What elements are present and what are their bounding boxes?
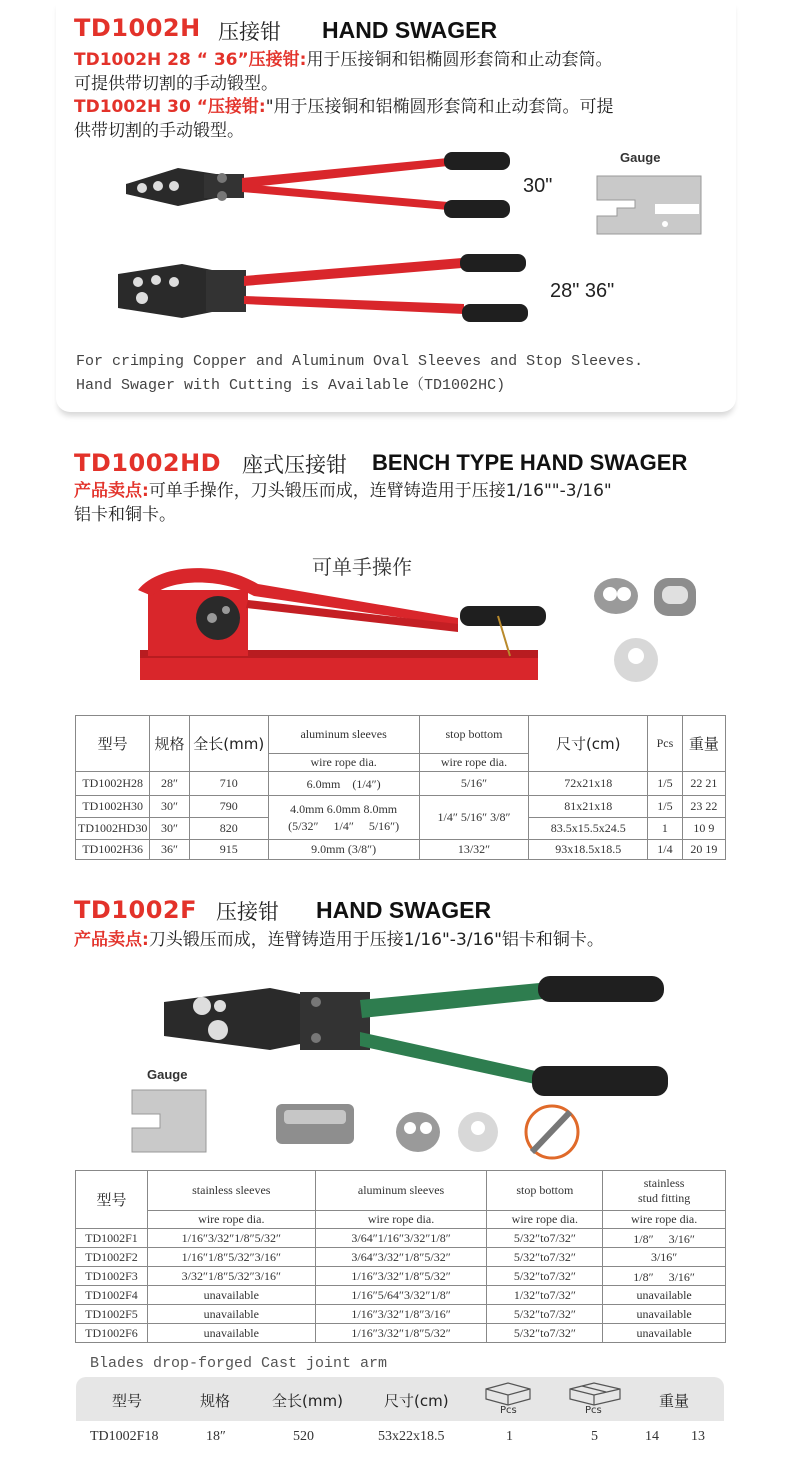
th-stop-bottom: stop bottom — [419, 716, 529, 754]
section1-gauge-label: Gauge — [620, 150, 661, 165]
section3-feature-text: 刀头锻压而成，连臂铸造用于压接1/16"-3/16"铝卡和铜卡。 — [148, 930, 604, 950]
merged-alu-line1: 4.0mm 6.0mm 8.0mm — [290, 801, 398, 816]
cell-aluminum: 3/64″3/32″1/8″5/32″ — [315, 1248, 487, 1267]
bottom-h-spec: 规格 — [200, 1392, 231, 1410]
bottom-h-size: 尺寸(cm) — [384, 1392, 449, 1410]
section3-parts-image — [270, 1098, 588, 1162]
cell-stainless: unavailable — [147, 1286, 315, 1305]
cell-stainless: 1/16″1/8″5/32″3/16″ — [147, 1248, 315, 1267]
gauge-image — [595, 174, 703, 236]
bottom-spec: 18″ — [206, 1429, 226, 1444]
table-row — [76, 1286, 726, 1305]
cell-aluminum: 1/16″3/32″1/8″5/32″ — [315, 1324, 487, 1343]
section2-name-en: BENCH TYPE HAND SWAGER — [372, 450, 688, 475]
cell-size: 83.5x15.5x24.5 — [529, 818, 648, 840]
table-row — [76, 796, 726, 818]
section2-model: TD1002HD — [74, 449, 222, 477]
cell-spec: 28″ — [150, 772, 189, 796]
cell-pcs: 1/5 — [648, 796, 683, 818]
section2-feature-red: 产品卖点: — [74, 481, 149, 501]
section1-line1-text: 用于压接铜和铝椭圆形套筒和止动套筒。 — [306, 50, 613, 70]
cell-stainless: 3/32″1/8″5/32″3/16″ — [147, 1267, 315, 1286]
sleeves-image — [590, 570, 720, 690]
th-wire-rope-dia: wire rope dia. — [147, 1211, 315, 1229]
th-wire-rope-dia: wire rope dia. — [487, 1211, 603, 1229]
th-model: 型号 — [76, 1171, 148, 1229]
section1-line4: 供带切割的手动锻型。 — [74, 121, 244, 141]
cell-model: TD1002HD30 — [76, 818, 150, 840]
cell-length: 820 — [189, 818, 268, 840]
cell-weight: 10 9 — [682, 818, 725, 840]
section1-desc2: Hand Swager with Cutting is Available（TD1002HC) — [76, 377, 506, 394]
cell-model: TD1002F2 — [76, 1248, 148, 1267]
bottom-h-weight: 重量 — [659, 1392, 690, 1410]
cell-spec: 30″ — [150, 796, 189, 818]
blades-note: Blades drop-forged Cast joint arm — [90, 1355, 388, 1372]
bottom-model: TD1002F18 — [90, 1429, 159, 1444]
box-icon — [482, 1381, 534, 1407]
bottom-pcs2: 5 — [591, 1429, 598, 1444]
section1-desc1: For crimping Copper and Aluminum Oval Sleeves and Stop Sleeves. — [76, 353, 644, 370]
size-30-label: 30" — [523, 175, 553, 197]
th-pcs: Pcs — [648, 716, 683, 772]
th-stop-bottom: stop bottom — [487, 1171, 603, 1211]
cell-stainless: unavailable — [147, 1324, 315, 1343]
table-row — [76, 1324, 726, 1343]
section1-line1 — [74, 48, 734, 72]
red-swager-28-36-image — [112, 252, 532, 334]
th-stainless-sleeves: stainless sleeves — [147, 1171, 315, 1211]
bottom-h-pcs2: Pcs — [585, 1405, 602, 1416]
section2-name-cn: 座式压接钳 — [242, 453, 347, 477]
cell-spec: 36″ — [150, 840, 189, 860]
cell-aluminum: 9.0mm (3/8″) — [268, 840, 419, 860]
cell-weight: 23 22 — [682, 796, 725, 818]
th-size: 尺寸(cm) — [529, 716, 648, 772]
bottom-weight2: 13 — [691, 1429, 705, 1444]
cell-length: 790 — [189, 796, 268, 818]
cell-aluminum: 1/16″3/32″1/8″5/32″ — [315, 1267, 487, 1286]
bottom-h-pcs1: Pcs — [500, 1405, 517, 1416]
merged-alu-line2: (5/32″ 1/4″ 5/16″) — [288, 818, 400, 833]
section3-gauge-label: Gauge — [147, 1067, 188, 1082]
cell-length: 915 — [189, 840, 268, 860]
th-wire-rope-dia: wire rope dia. — [315, 1211, 487, 1229]
cell-aluminum: 1/16″3/32″1/8″3/16″ — [315, 1305, 487, 1324]
section1-line3 — [74, 95, 734, 119]
bottom-size: 53x22x18.5 — [378, 1429, 445, 1444]
cell-stud: unavailable — [603, 1286, 726, 1305]
cell-stud: 1/8″ 3/16″ — [603, 1267, 726, 1286]
cell-stop: 5/32″to7/32″ — [487, 1248, 603, 1267]
cell-model: TD1002F1 — [76, 1229, 148, 1248]
section3-spec-table — [75, 1170, 726, 1343]
bottom-h-model: 型号 — [112, 1392, 143, 1410]
cell-stop: 5/32″to7/32″ — [487, 1305, 603, 1324]
bottom-pcs1: 1 — [506, 1429, 513, 1444]
table-row — [76, 840, 726, 860]
table-row — [76, 1267, 726, 1286]
th-stud-line2: stud fitting — [637, 1190, 691, 1205]
th-wire-rope-dia: wire rope dia. — [603, 1211, 726, 1229]
cell-stud: unavailable — [603, 1305, 726, 1324]
bottom-length: 520 — [293, 1429, 314, 1444]
cell-model: TD1002F5 — [76, 1305, 148, 1324]
cell-stud: 3/16″ — [603, 1248, 726, 1267]
section2-feature — [74, 479, 754, 503]
section1-model: TD1002H — [74, 14, 201, 42]
th-wire-rope-dia: wire rope dia. — [419, 754, 529, 772]
table-row — [76, 772, 726, 796]
th-spec: 规格 — [150, 716, 189, 772]
cell-aluminum: 3/64″1/16″3/32″1/8″ — [315, 1229, 487, 1248]
section1-line3-text: "用于压接铜和铝椭圆形套筒和止动套筒。可提 — [265, 97, 614, 117]
table-row — [76, 1305, 726, 1324]
th-aluminum-sleeves: aluminum sleeves — [315, 1171, 487, 1211]
cell-weight: 20 19 — [682, 840, 725, 860]
bottom-weight1: 14 — [645, 1429, 659, 1444]
section1-line1-red: TD1002H 28 “ 36”压接钳: — [74, 50, 307, 70]
cell-size: 81x21x18 — [529, 796, 648, 818]
cell-model: TD1002H36 — [76, 840, 150, 860]
cell-length: 710 — [189, 772, 268, 796]
cell-aluminum: 6.0mm (1/4″) — [268, 772, 419, 796]
cell-stud: 1/8″ 3/16″ — [603, 1229, 726, 1248]
th-aluminum-sleeves: aluminum sleeves — [268, 716, 419, 754]
cell-pcs: 1 — [648, 818, 683, 840]
th-wire-rope-dia: wire rope dia. — [268, 754, 419, 772]
section1-line3-red: TD1002H 30 “压接钳: — [74, 97, 266, 117]
table-row — [76, 1229, 726, 1248]
green-swager-image — [160, 976, 670, 1102]
section3-name-en: HAND SWAGER — [316, 897, 492, 923]
cell-pcs: 1/4 — [648, 840, 683, 860]
red-swager-30-image — [118, 148, 528, 228]
cell-stainless: unavailable — [147, 1305, 315, 1324]
cell-stop: 13/32″ — [419, 840, 529, 860]
th-weight: 重量 — [682, 716, 725, 772]
section2-feature-text2: 铝卡和铜卡。 — [74, 505, 176, 525]
cell-stop: 5/16″ — [419, 772, 529, 796]
cell-model: TD1002H30 — [76, 796, 150, 818]
cell-model: TD1002F4 — [76, 1286, 148, 1305]
cell-aluminum-merged — [268, 796, 419, 840]
cell-stop: 1/32″to7/32″ — [487, 1286, 603, 1305]
section1-name-cn: 压接钳 — [218, 20, 281, 44]
cell-stop: 5/32″to7/32″ — [487, 1267, 603, 1286]
cell-pcs: 1/5 — [648, 772, 683, 796]
cell-spec: 30″ — [150, 818, 189, 840]
cell-stop: 5/32″to7/32″ — [487, 1229, 603, 1248]
size-28-36-label: 28" 36" — [550, 280, 615, 302]
cell-stop-merged: 1/4″ 5/16″ 3/8″ — [419, 796, 529, 840]
section1-name-en: HAND SWAGER — [322, 17, 498, 43]
section3-model: TD1002F — [74, 896, 197, 924]
section3-name-cn: 压接钳 — [216, 900, 279, 924]
section2-feature-text: 可单手操作，刀头锻压而成，连臂铸造用于压接1/16""-3/16" — [148, 481, 612, 501]
cell-weight: 22 21 — [682, 772, 725, 796]
one-hand-label: 可单手操作 — [312, 555, 412, 579]
bottom-h-length: 全长(mm) — [272, 1392, 343, 1410]
cell-model: TD1002H28 — [76, 772, 150, 796]
carton-icon — [566, 1381, 624, 1407]
th-stud-line1: stainless — [643, 1175, 685, 1190]
cell-stud: unavailable — [603, 1324, 726, 1343]
cell-model: TD1002F3 — [76, 1267, 148, 1286]
section1-line2: 可提供带切割的手动锻型。 — [74, 74, 278, 94]
section2-spec-table — [75, 715, 726, 860]
bench-swager-image — [128, 560, 548, 688]
cell-model: TD1002F6 — [76, 1324, 148, 1343]
cell-size: 93x18.5x18.5 — [529, 840, 648, 860]
th-stainless-stud — [603, 1171, 726, 1211]
cell-stainless: 1/16″3/32″1/8″5/32″ — [147, 1229, 315, 1248]
section3-feature-red: 产品卖点: — [74, 930, 149, 950]
table-row — [76, 1248, 726, 1267]
cell-stop: 5/32″to7/32″ — [487, 1324, 603, 1343]
cell-aluminum: 1/16″5/64″3/32″1/8″ — [315, 1286, 487, 1305]
section3-feature — [74, 928, 764, 952]
th-length: 全长(mm) — [189, 716, 268, 772]
gauge-small-image — [130, 1088, 210, 1154]
th-model: 型号 — [76, 716, 150, 772]
cell-size: 72x21x18 — [529, 772, 648, 796]
